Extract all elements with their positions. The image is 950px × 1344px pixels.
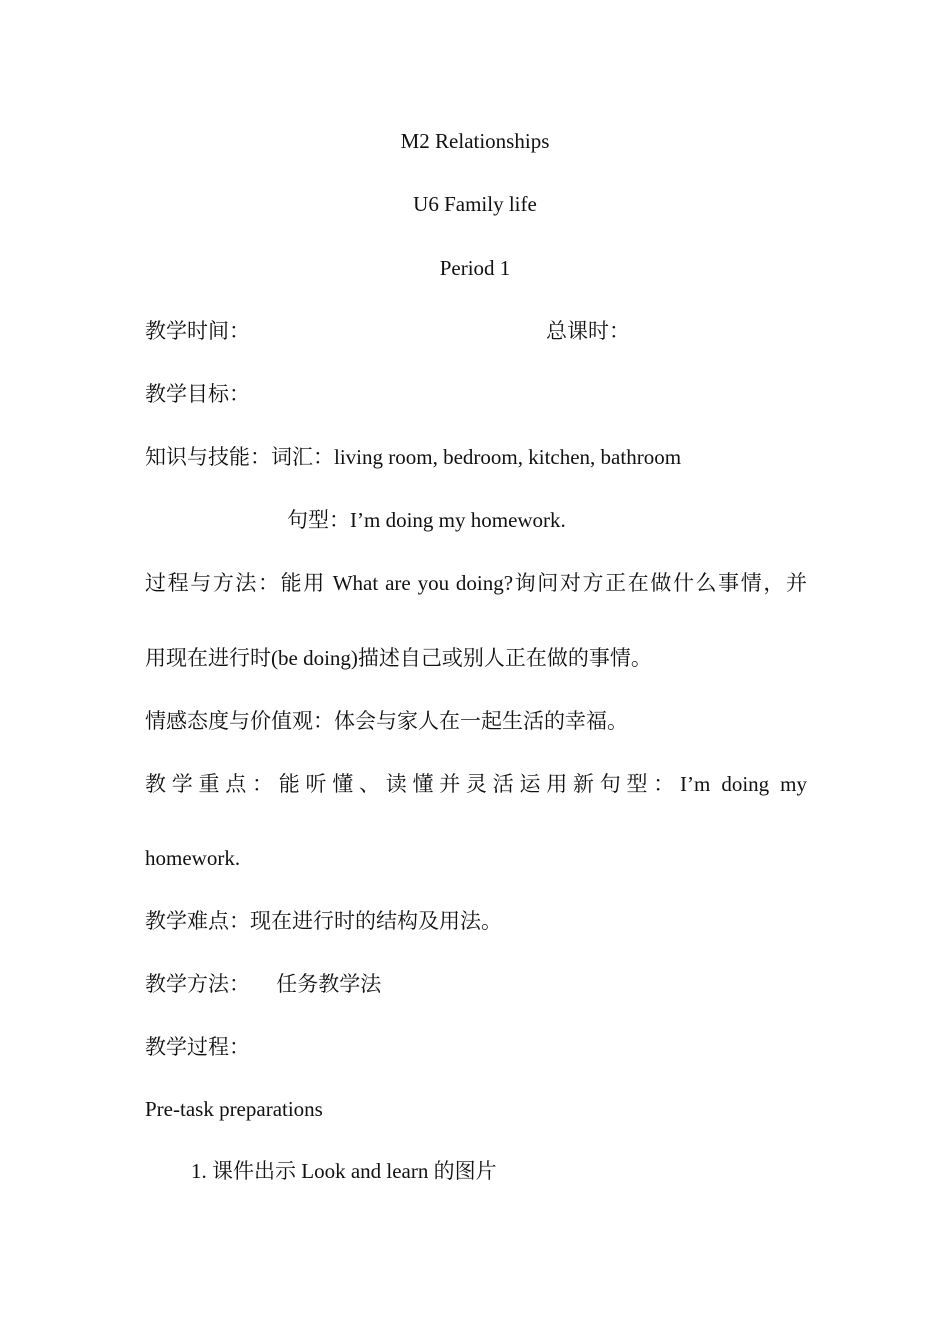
period-title: Period 1 (439, 256, 511, 280)
process-method-line1: 过程与方法：能用 What are you doing?询问对方正在做什么事情，并 (145, 571, 807, 595)
knowledge-skills: 知识与技能：词汇：living room, bedroom, kitchen, bathroom (145, 445, 682, 469)
teaching-time-label: 教学时间： (145, 319, 250, 343)
pre-task-heading: Pre-task preparations (145, 1097, 323, 1121)
teaching-method: 教学方法： 任务教学法 (145, 972, 382, 996)
key-points-line1: 教学重点：能听懂、读懂并灵活运用新句型：I’m doing my (145, 772, 807, 796)
emotion-values: 情感态度与价值观：体会与家人在一起生活的幸福。 (145, 709, 628, 733)
difficulty: 教学难点：现在进行时的结构及用法。 (145, 909, 502, 933)
module-title: M2 Relationships (400, 129, 550, 153)
total-hours-label: 总课时： (546, 319, 630, 343)
step-1: 1. 课件出示 Look and learn 的图片 (191, 1159, 497, 1183)
teaching-process-label: 教学过程： (145, 1035, 250, 1059)
sentence-pattern: 句型：I’m doing my homework. (287, 508, 566, 532)
process-method-line2: 用现在进行时(be doing)描述自己或别人正在做的事情。 (145, 646, 652, 670)
objectives-label: 教学目标： (145, 382, 250, 406)
unit-title: U6 Family life (413, 192, 537, 216)
key-points-line2: homework. (145, 846, 241, 870)
